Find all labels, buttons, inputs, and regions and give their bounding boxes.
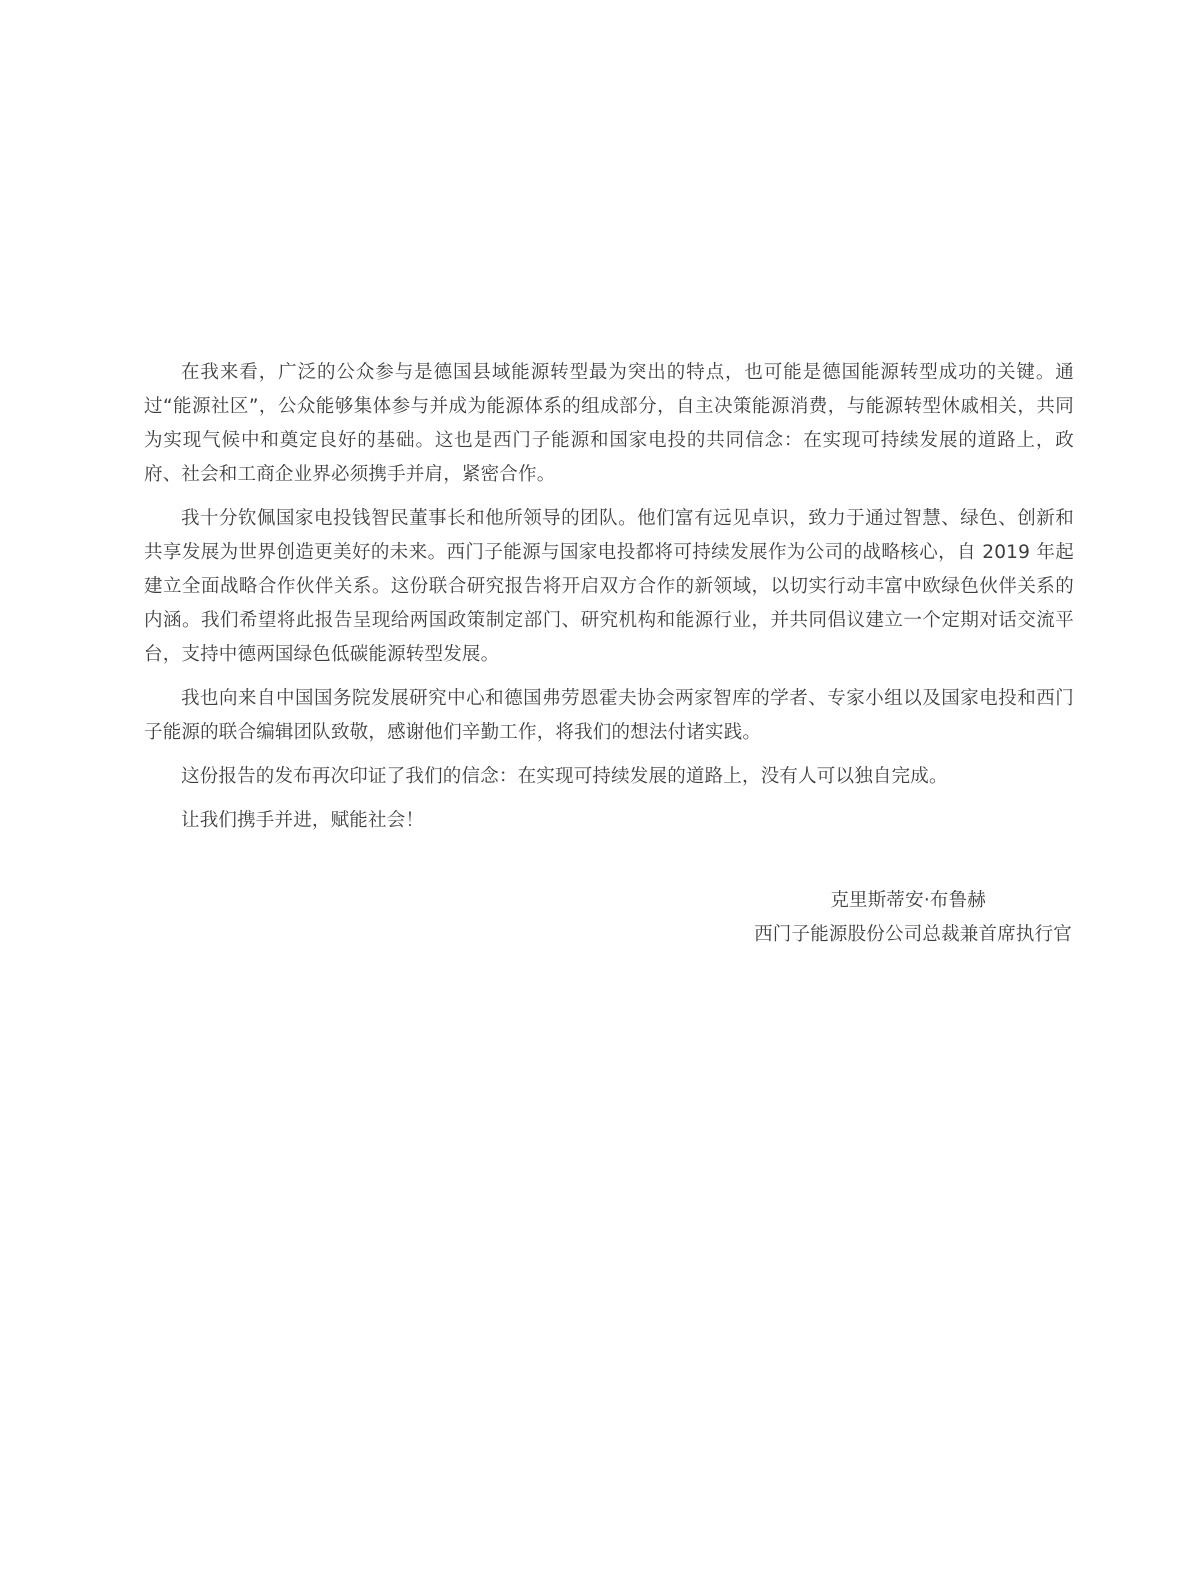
signature-block (754, 884, 1072, 952)
paragraph-closing: 让我们携手并进，赋能社会！ (181, 810, 425, 831)
paragraph-admiration: 我十分钦佩国家电投钱智民董事长和他所领导的团队。他们富有远见卓识，致力于通过智慧、绿色、创新和共享发展为世界创造更美好的未来。西门子能源与国家电投都将可持续发展作为公司的战略核心，自 2019 年起建立全面战略合作伙伴关系。这份联合研究报告将开启双方合作的新领域，以切实行动丰富中欧绿色伙伴关系的内涵。我们希望将此报告呈现给两国政策制定部门、研究机构和能源行业，并共同倡议建立一个定期对话交流平台，支持中德两国绿色低碳能源转型发展。 (144, 508, 1074, 665)
signatory-title: 西门子能源股份公司总裁兼首席执行官 (754, 924, 1072, 945)
paragraph-belief: 这份报告的发布再次印证了我们的信念：在实现可持续发展的道路上，没有人可以独自完成。 (181, 766, 948, 787)
signatory-name: 克里斯蒂安·布鲁赫 (830, 890, 986, 911)
paragraph-tribute: 我也向来自中国国务院发展研究中心和德国弗劳恩霍夫协会两家智库的学者、专家小组以及国家电投和西门子能源的联合编辑团队致敬，感谢他们辛勤工作，将我们的想法付诸实践。 (144, 688, 1074, 743)
paragraph-public-participation: 在我来看，广泛的公众参与是德国县域能源转型最为突出的特点，也可能是德国能源转型成功的关键。通过“能源社区”，公众能够集体参与并成为能源体系的组成部分，自主决策能源消费，与能源转型休戚相关，共同为实现气候中和奠定良好的基础。这也是西门子能源和国家电投的共同信念：在实现可持续发展的道路上，政府、社会和工商企业界必须携手并肩，紧密合作。 (144, 362, 1074, 485)
letter-body (144, 356, 1074, 848)
